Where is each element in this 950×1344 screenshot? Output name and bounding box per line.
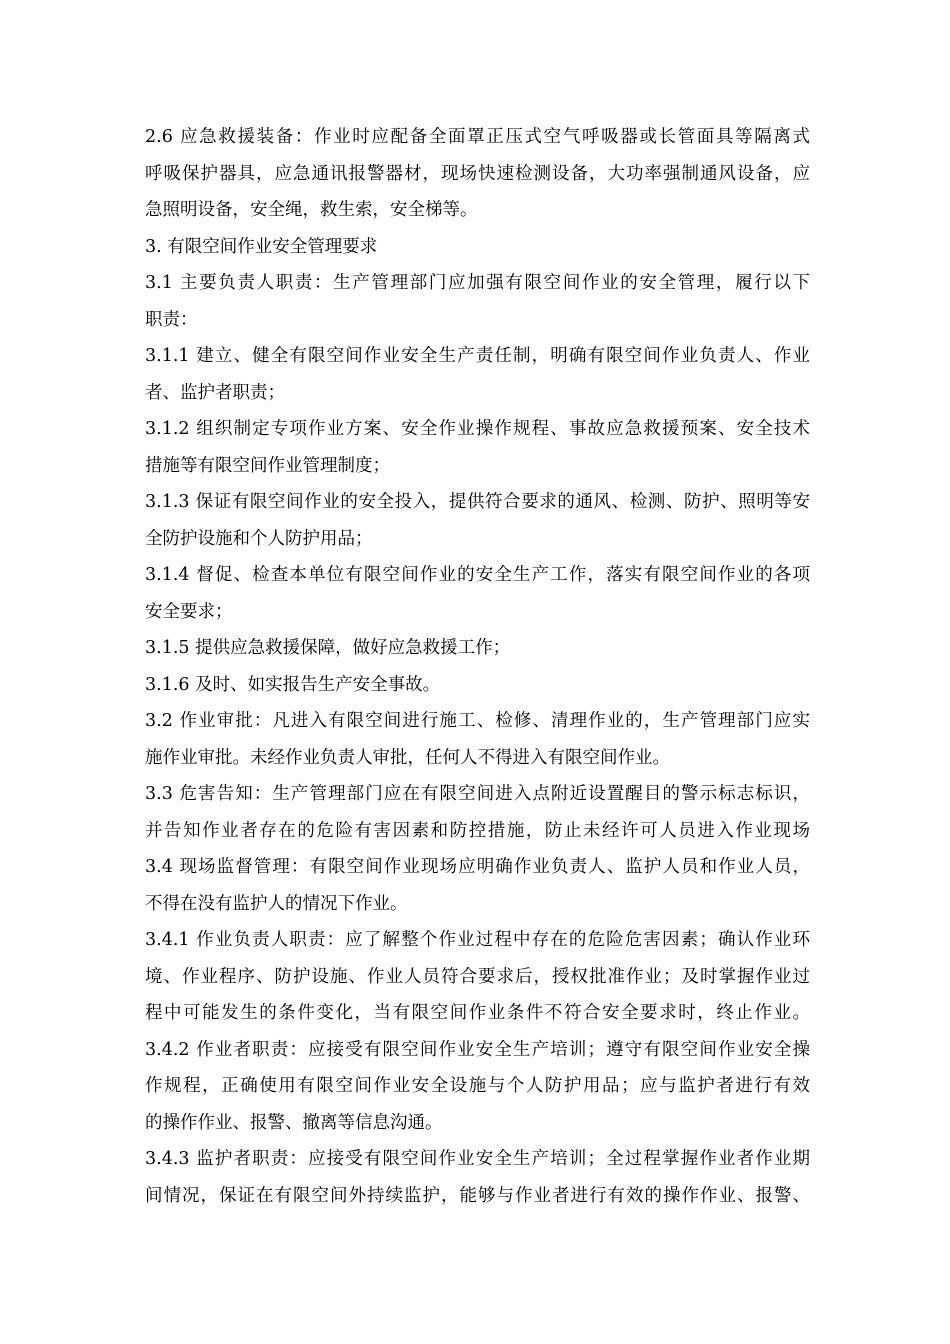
text-line: 3.1.4 督促、检查本单位有限空间作业的安全生产工作，落实有限空间作业的各项 (145, 565, 810, 585)
text-line: 境、作业程序、防护设施、作业人员符合要求后，授权批准作业；及时掌握作业过 (145, 966, 810, 987)
text-line: 3.4.1 作业负责人职责：应了解整个作业过程中存在的危险危害因素；确认作业环 (145, 930, 810, 950)
text-line: 3.1.5 提供应急救援保障，做好应急救援工作； (145, 638, 511, 658)
text-line: 3.4.3 监护者职责：应接受有限空间作业安全生产培训；全过程掌握作业者作业期 (145, 1149, 810, 1169)
text-line: 3.1.2 组织制定专项作业方案、安全作业操作规程、事故应急救援预案、安全技术 (145, 419, 810, 439)
text-line: 全防护设施和个人防护用品； (145, 528, 373, 549)
text-line: 3.4 现场监督管理：有限空间作业现场应明确作业负责人、监护人员和作业人员， (145, 857, 810, 877)
text-line: 间情况，保证在有限空间外持续监护，能够与作业者进行有效的操作作业、报警、 (145, 1185, 810, 1206)
text-line: 3.1.3 保证有限空间作业的安全投入，提供符合要求的通风、检测、防护、照明等安 (145, 492, 810, 512)
section-heading: 3. 有限空间作业安全管理要求 (145, 236, 378, 257)
text-line: 安全要求； (145, 601, 233, 622)
text-line: 3.1.6 及时、如实报告生产安全事故。 (145, 674, 441, 695)
text-line: 急照明设备，安全绳，救生索，安全梯等。 (145, 200, 478, 220)
text-line: 措施等有限空间作业管理制度； (145, 455, 390, 476)
text-line: 职责： (145, 309, 198, 330)
text-line: 施作业审批。未经作业负责人审批，任何人不得进入有限空间作业。 (145, 747, 670, 768)
text-line: 作规程，正确使用有限空间作业安全设施与个人防护用品；应与监护者进行有效 (145, 1076, 810, 1096)
text-line: 2.6 应急救援装备：作业时应配备全面罩正压式空气呼吸器或长管面具等隔离式 (145, 127, 810, 147)
text-line: 3.2 作业审批：凡进入有限空间进行施工、检修、清理作业的，生产管理部门应实 (145, 711, 810, 731)
text-line: 者、监护者职责； (145, 382, 285, 403)
text-line: 呼吸保护器具，应急通讯报警器材，现场快速检测设备，大功率强制通风设备，应 (145, 163, 810, 184)
text-line: 不得在没有监护人的情况下作业。 (145, 893, 408, 914)
document-body (145, 119, 810, 1214)
text-line: 3.1 主要负责人职责：生产管理部门应加强有限空间作业的安全管理，履行以下 (145, 273, 810, 293)
text-line: 3.1.1 建立、健全有限空间作业安全生产责任制，明确有限空间作业负责人、作业 (145, 346, 810, 366)
text-line: 的操作作业、报警、撤离等信息沟通。 (145, 1112, 443, 1133)
text-line: 3.3 危害告知：生产管理部门应在有限空间进入点附近设置醒目的警示标志标识， (145, 784, 810, 804)
text-line: 程中可能发生的条件变化，当有限空间作业条件不符合安全要求时，终止作业。 (145, 1003, 810, 1023)
text-line: 并告知作业者存在的危险有害因素和防控措施，防止未经许可人员进入作业现场 (145, 820, 810, 841)
text-line: 3.4.2 作业者职责：应接受有限空间作业安全生产培训；遵守有限空间作业安全操 (145, 1039, 810, 1060)
